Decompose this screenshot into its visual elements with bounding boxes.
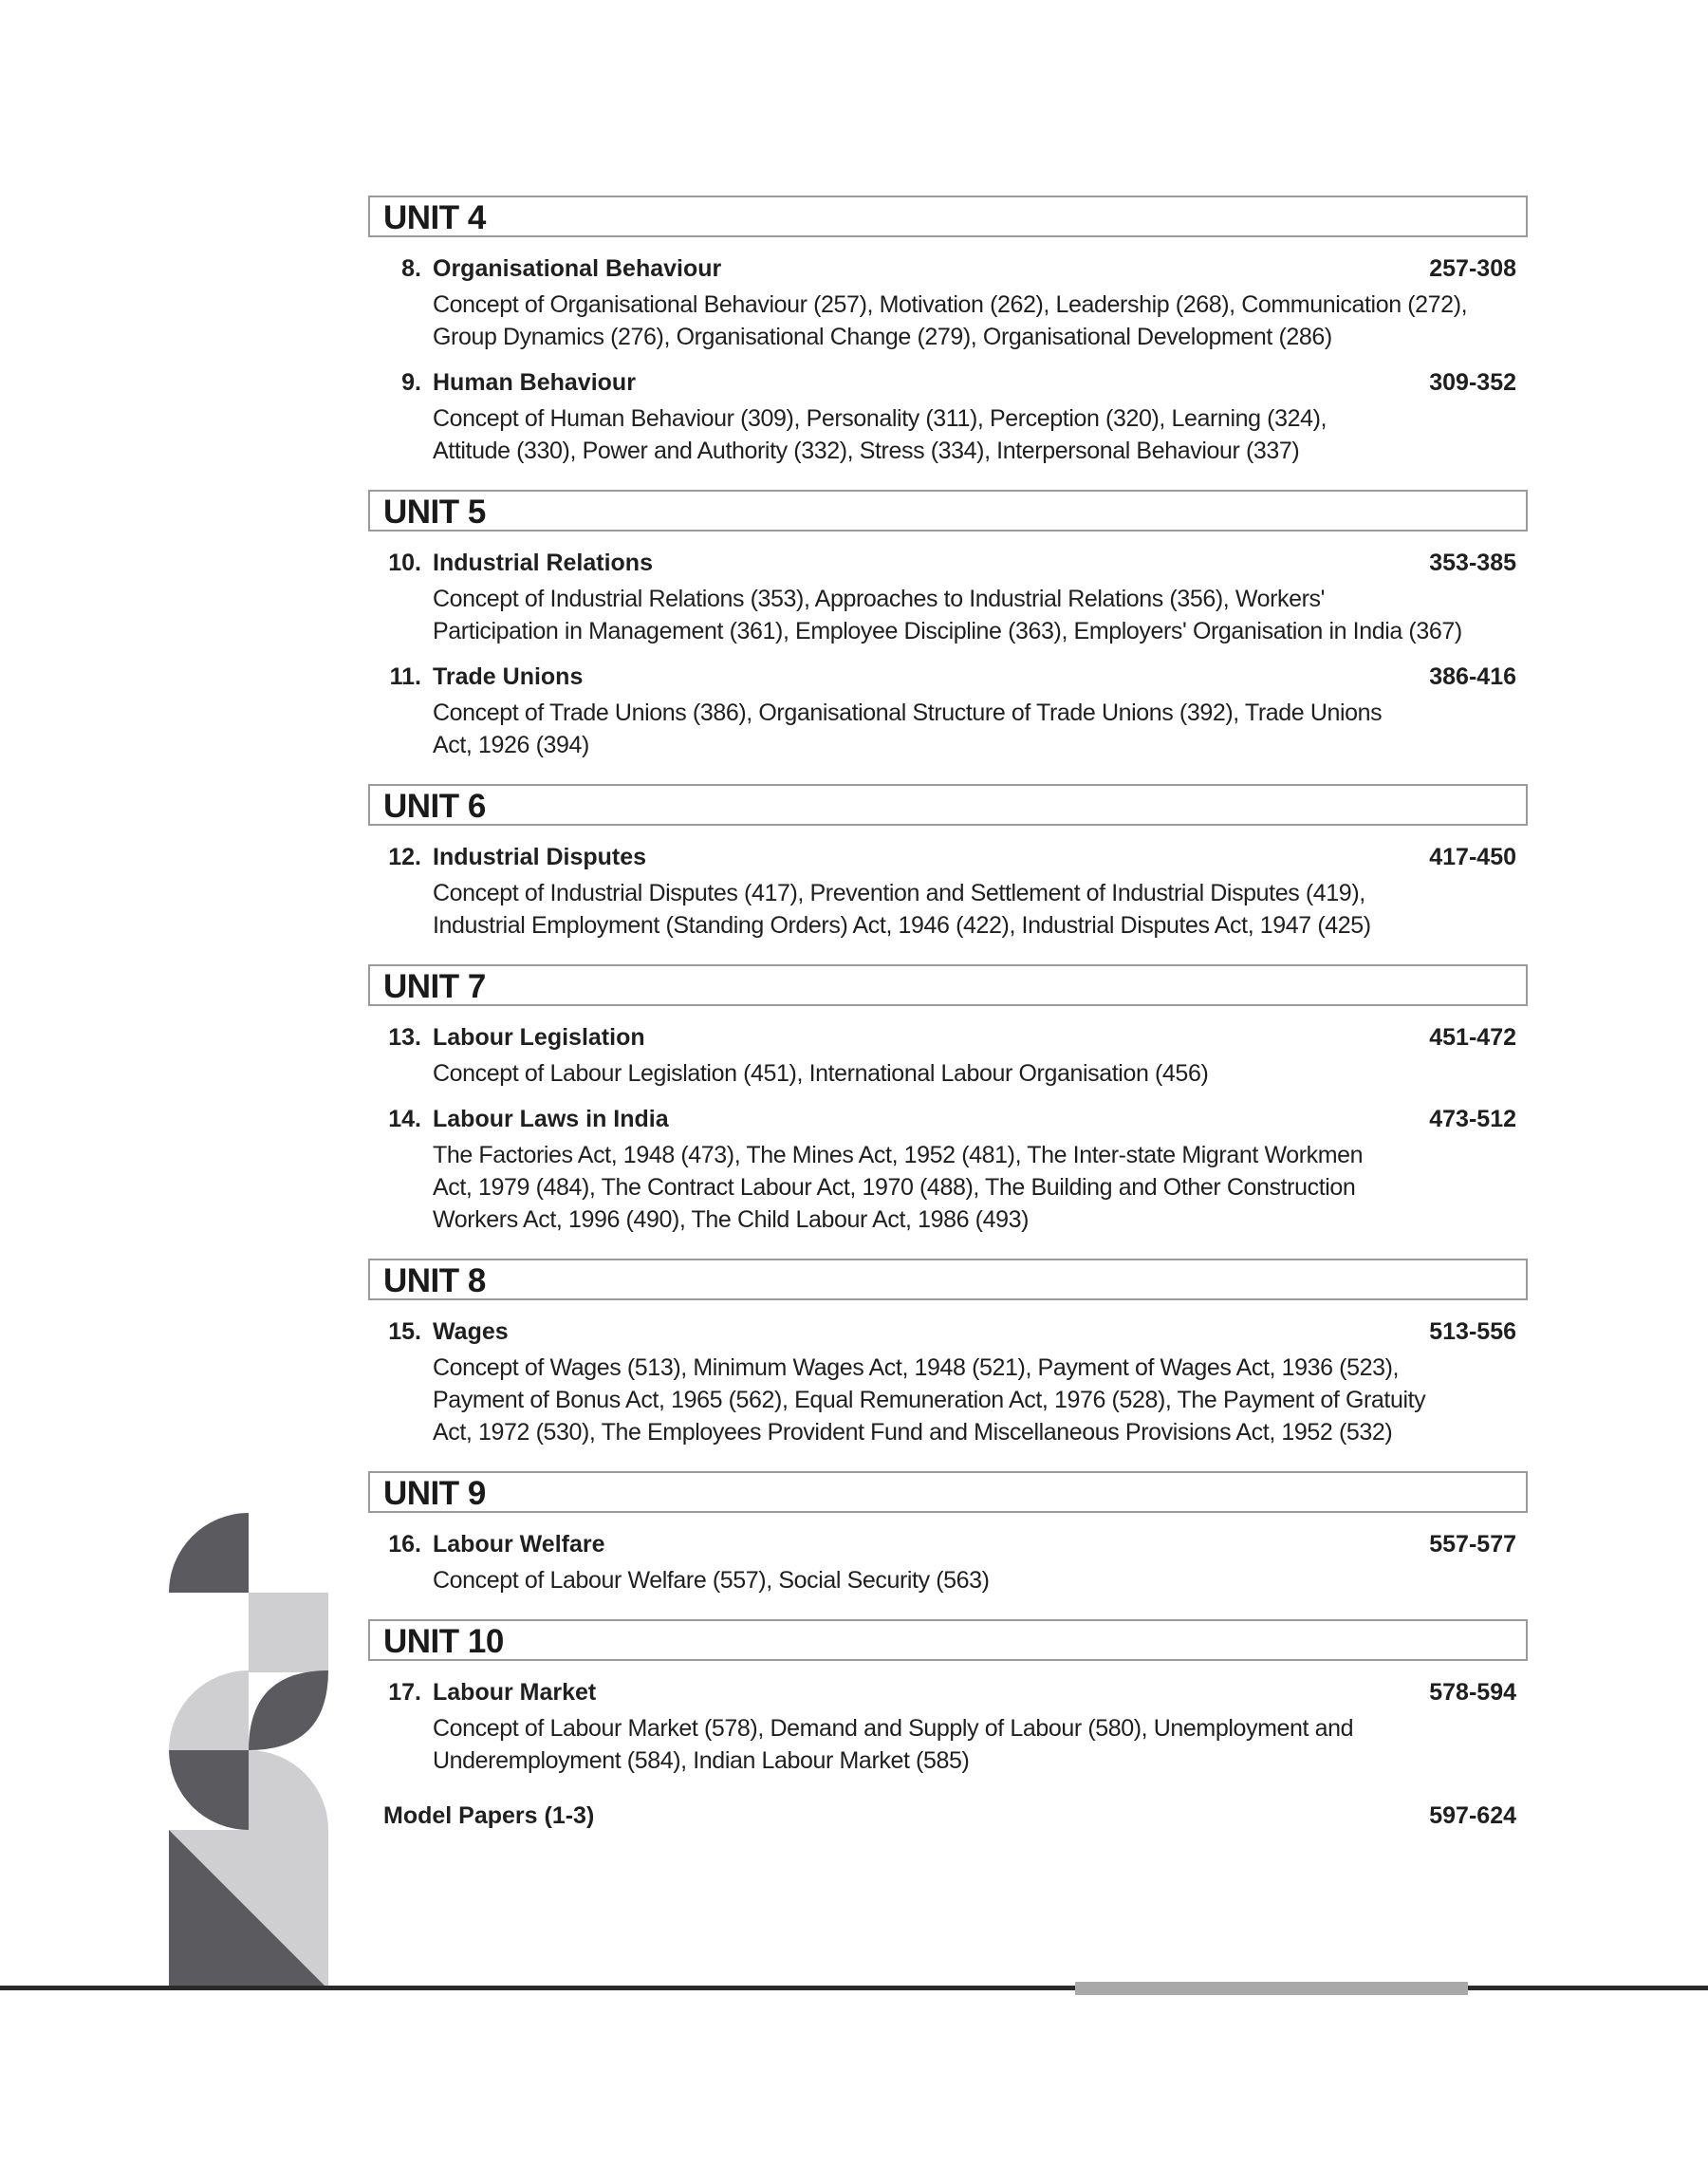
- chapter-entry: [368, 252, 1528, 353]
- light-square-shape: [249, 1593, 328, 1672]
- chapter-title-row: [368, 1103, 1528, 1135]
- chapter-topics: Concept of Industrial Disputes (417), Prevention and Settlement of Industrial Disputes (419), Industrial Employment (Standing Orders) Act, 1946 (422), Industrial Disputes Act, 1947 (425): [433, 880, 1371, 939]
- chapter-entry: [368, 1315, 1528, 1448]
- chapter-title-row: [368, 1021, 1528, 1054]
- chapter-number: 17.: [388, 1679, 421, 1706]
- chapter-title: Trade Unions: [433, 663, 584, 690]
- chapter-title: Labour Market: [433, 1679, 597, 1706]
- chapter-title: Wages: [433, 1318, 509, 1345]
- unit-heading: UNIT 7: [368, 964, 1528, 1006]
- chapter-title: Labour Welfare: [433, 1531, 605, 1558]
- chapter-title: Labour Legislation: [433, 1024, 645, 1051]
- chapter-title-row: [368, 1315, 1528, 1348]
- chapter-title-row: [368, 661, 1528, 693]
- chapter-page-range: 557-577: [1429, 1531, 1516, 1558]
- chapter-topics: Concept of Organisational Behaviour (257), Motivation (262), Leadership (268), Communication (272), Group Dynamics (276), Organisational Change (279), Organisational Development (286): [433, 291, 1468, 350]
- chapter-topics: Concept of Trade Unions (386), Organisational Structure of Trade Unions (392), Trade Unions Act, 1926 (394): [433, 700, 1383, 758]
- chapter-title: Human Behaviour: [433, 369, 636, 396]
- chapter-topics: Concept of Labour Market (578), Demand and Supply of Labour (580), Unemployment and Underemployment (584), Indian Labour Market (585): [433, 1715, 1354, 1774]
- dark-quarter-shape: [169, 1750, 249, 1830]
- chapter-title: Organisational Behaviour: [433, 255, 722, 282]
- chapter-title: Industrial Relations: [433, 550, 653, 576]
- chapter-number: 8.: [401, 255, 421, 282]
- chapter-entry: [368, 841, 1528, 942]
- chapter-page-range: 309-352: [1429, 369, 1516, 396]
- model-papers-entry: [368, 1800, 1528, 1832]
- unit-heading: UNIT 10: [368, 1619, 1528, 1661]
- unit-heading: UNIT 6: [368, 784, 1528, 826]
- chapter-entry: [368, 661, 1528, 761]
- chapter-entry: [368, 1103, 1528, 1236]
- footer-accent-bar: [1075, 1982, 1468, 1995]
- unit-heading: UNIT 9: [368, 1471, 1528, 1513]
- chapter-number: 14.: [388, 1106, 421, 1132]
- chapter-entry: [368, 1021, 1528, 1090]
- unit-section: [368, 490, 1528, 761]
- chapter-topics: The Factories Act, 1948 (473), The Mines Act, 1952 (481), The Inter-state Migrant Workmen Act, 1979 (484), The Contract Labour Act, 1970 (488), The Building and Other Construction Workers Act, 1996 (490), The Child Labour Act, 1986 (493): [433, 1142, 1364, 1233]
- light-quarter-circle-shape: [169, 1670, 249, 1750]
- chapter-title-row: [368, 366, 1528, 399]
- chapter-number: 11.: [389, 663, 421, 690]
- model-papers-title: Model Papers (1-3): [383, 1802, 595, 1829]
- unit-section: [368, 196, 1528, 467]
- chapter-entry: [368, 1528, 1528, 1596]
- unit-section: [368, 784, 1528, 942]
- chapter-page-range: 578-594: [1429, 1679, 1516, 1706]
- chapter-title-row: [368, 252, 1528, 285]
- chapter-page-range: 513-556: [1429, 1318, 1516, 1345]
- dark-quarter-circle-shape: [169, 1513, 249, 1593]
- chapter-entry: [368, 547, 1528, 647]
- chapter-topics: Concept of Labour Welfare (557), Social Security (563): [433, 1567, 990, 1594]
- chapter-topics: Concept of Industrial Relations (353), Approaches to Industrial Relations (356), Workers' Participation in Management (361), Employee Discipline (363), Employers' Organisation in India (367): [433, 586, 1462, 644]
- chapter-number: 16.: [388, 1531, 421, 1558]
- chapter-number: 10.: [388, 550, 421, 576]
- chapter-title-row: [368, 547, 1528, 579]
- chapter-topics: Concept of Labour Legislation (451), International Labour Organisation (456): [433, 1060, 1209, 1087]
- chapter-topics: Concept of Wages (513), Minimum Wages Act, 1948 (521), Payment of Wages Act, 1936 (523), Payment of Bonus Act, 1965 (562), Equal Remuneration Act, 1976 (528), The Payment of Gratuity Act, 1972 (530), The Employees Provident Fund and Miscellaneous Provisions Act, 1952 (532): [433, 1354, 1426, 1446]
- dark-leaf-shape: [249, 1670, 328, 1750]
- unit-section: [368, 1471, 1528, 1596]
- unit-section: [368, 1619, 1528, 1777]
- chapter-page-range: 353-385: [1429, 550, 1516, 576]
- model-papers-page-range: 597-624: [1429, 1802, 1516, 1829]
- chapter-page-range: 257-308: [1429, 255, 1516, 282]
- chapter-page-range: 417-450: [1429, 844, 1516, 870]
- chapter-page-range: 451-472: [1429, 1024, 1516, 1051]
- table-of-contents: [368, 196, 1528, 1832]
- chapter-title: Industrial Disputes: [433, 844, 647, 870]
- chapter-title-row: [368, 1676, 1528, 1708]
- chapter-page-range: 473-512: [1429, 1106, 1516, 1132]
- chapter-topics: Concept of Human Behaviour (309), Personality (311), Perception (320), Learning (324), Attitude (330), Power and Authority (332), Stress (334), Interpersonal Behaviour (337): [433, 405, 1327, 464]
- chapter-number: 12.: [388, 844, 421, 870]
- unit-heading: UNIT 4: [368, 196, 1528, 237]
- chapter-entry: [368, 1676, 1528, 1777]
- chapter-title-row: [368, 841, 1528, 873]
- chapter-number: 9.: [401, 369, 421, 396]
- unit-heading: UNIT 8: [368, 1259, 1528, 1300]
- chapter-entry: [368, 366, 1528, 467]
- unit-heading: UNIT 5: [368, 490, 1528, 532]
- chapter-page-range: 386-416: [1429, 663, 1516, 690]
- chapter-title: Labour Laws in India: [433, 1106, 669, 1132]
- unit-section: [368, 964, 1528, 1236]
- chapter-number: 15.: [388, 1318, 421, 1345]
- decorative-shapes: [0, 0, 380, 2012]
- unit-section: [368, 1259, 1528, 1448]
- chapter-title-row: [368, 1528, 1528, 1560]
- light-quarter-shape: [249, 1750, 328, 1830]
- chapter-number: 13.: [388, 1024, 421, 1051]
